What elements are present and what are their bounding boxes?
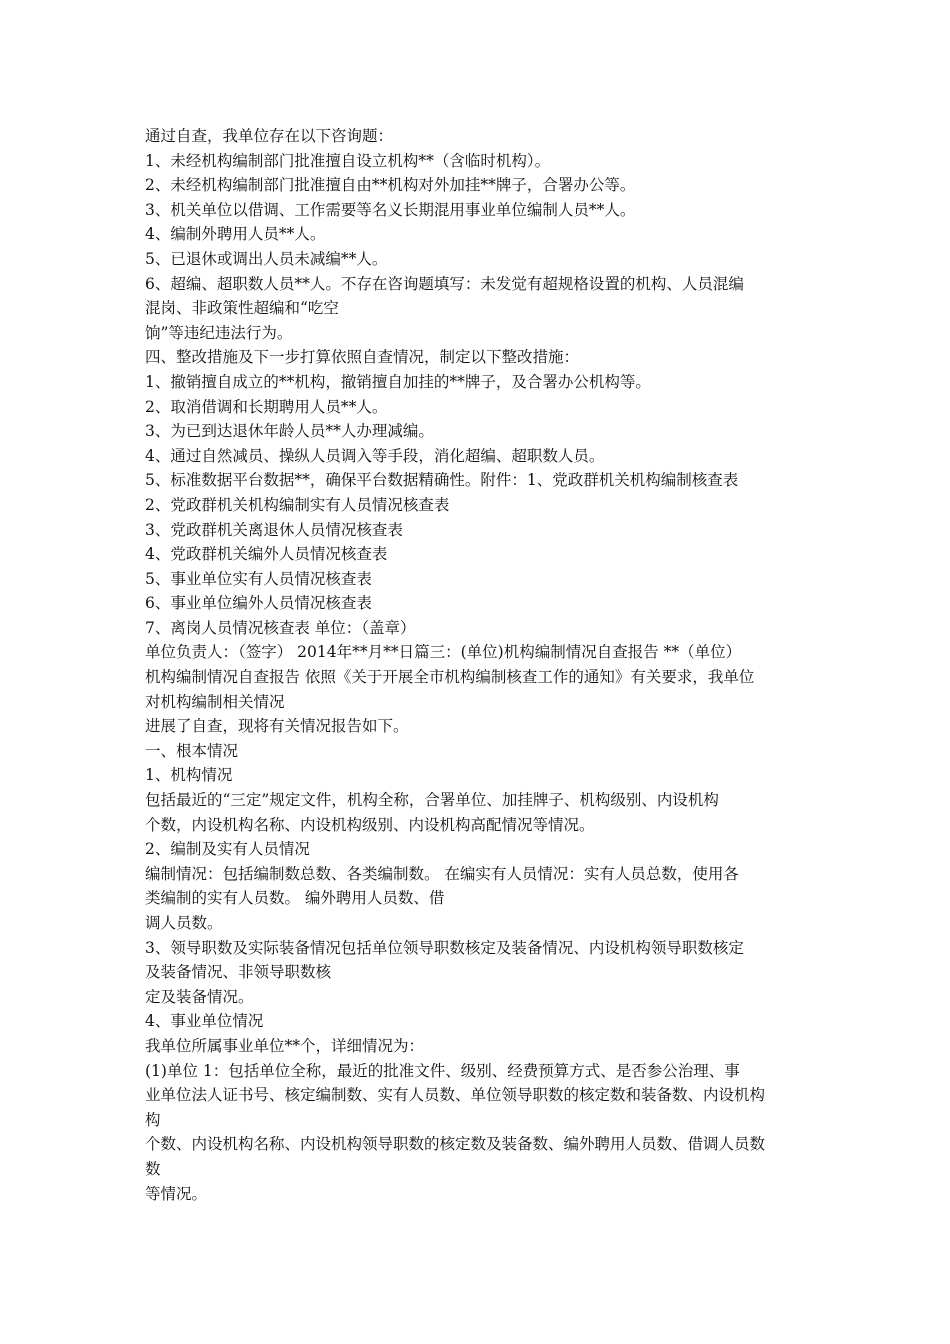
text-line: 机构编制情况自查报告 依照《关于开展全市机构编制核查工作的通知》有关要求，我单位 [145, 668, 755, 687]
text-line: 5、已退休或调出人员未减编**人。 [145, 249, 388, 268]
text-line: 个数、内设机构名称、内设机构领导职数的核定数及装备数、编外聘用人员数、借调人员数 [145, 1135, 766, 1154]
text-line: 1、机构情况 [145, 766, 233, 785]
text-line: 混岗、非政策性超编和“吃空 [145, 299, 339, 318]
text-line: 个数，内设机构名称、内设机构级别、内设机构高配情况等情况。 [145, 815, 595, 834]
text-line: 通过自查，我单位存在以下咨询题： [145, 127, 394, 145]
text-line: 进展了自查，现将有关情况报告如下。 [145, 717, 409, 736]
text-line: 及装备情况、非领导职数核 [145, 963, 332, 982]
text-line: 5、事业单位实有人员情况核查表 [145, 569, 372, 588]
text-line: 3、为已到达退休年龄人员**人办理减编。 [145, 422, 434, 441]
text-line: 包括最近的“三定”规定文件，机构全称，合署单位、加挂牌子、机构级别、内设机构 [145, 791, 719, 810]
text-line: 2、取消借调和长期聘用人员**人。 [145, 397, 388, 416]
text-line: 定及装备情况。 [145, 987, 254, 1006]
text-line: 对机构编制相关情况 [145, 692, 285, 711]
text-line: 数 [145, 1159, 161, 1178]
text-line: 7、离岗人员情况核查表 单位：（盖章） [145, 618, 416, 637]
text-line: 3、领导职数及实际装备情况包括单位领导职数核定及装备情况、内设机构领导职数核定 [145, 938, 744, 957]
text-line: 5、标准数据平台数据**，确保平台数据精确性。附件：1、党政群机关机构编制核查表 [145, 471, 739, 490]
text-line: 2、党政群机关机构编制实有人员情况核查表 [145, 495, 450, 514]
text-line: 4、事业单位情况 [145, 1012, 264, 1031]
text-line: 4、编制外聘用人员**人。 [145, 225, 326, 244]
text-line: 6、超编、超职数人员**人。不存在咨询题填写：未发觉有超规格设置的机构、人员混编 [145, 274, 744, 293]
text-line: 4、通过自然减员、操纵人员调入等手段，消化超编、超职数人员。 [145, 446, 605, 465]
text-line: 6、事业单位编外人员情况核查表 [145, 594, 372, 613]
text-line: 等情况。 [145, 1184, 208, 1203]
text-line: 类编制的实有人员数。 编外聘用人员数、借 [145, 889, 445, 908]
text-line: 单位负责人：（签字） 2014年**月**日篇三：(单位)机构编制情况自查报告 **（单位） [145, 643, 742, 662]
text-line: 饷”等违纪违法行为。 [145, 323, 293, 342]
text-line: 1、撤销擅自成立的**机构，撤销擅自加挂的**牌子，及合署办公机构等。 [145, 372, 651, 391]
text-line: 业单位法人证书号、核定编制数、实有人员数、单位领导职数的核定数和装备数、内设机构 [145, 1086, 766, 1105]
text-line: 4、党政群机关编外人员情况核查表 [145, 545, 388, 564]
text-line: (1)单位 1：包括单位全称，最近的批准文件、级别、经费预算方式、是否参公治理、事 [145, 1061, 740, 1080]
text-line: 3、党政群机关离退休人员情况核查表 [145, 520, 403, 539]
text-line: 1、未经机构编制部门批准擅自设立机构**（含临时机构）。 [145, 151, 551, 170]
text-line: 构 [145, 1110, 161, 1129]
text-line: 四、整改措施及下一步打算依照自查情况，制定以下整改措施： [145, 348, 580, 367]
text-line: 编制情况：包括编制数总数、各类编制数。 在编实有人员情况：实有人员总数，使用各 [145, 864, 739, 883]
text-line: 调人员数。 [145, 914, 223, 932]
text-line: 3、机关单位以借调、工作需要等名义长期混用事业单位编制人员**人。 [145, 200, 636, 219]
document-body [145, 124, 815, 1206]
text-line: 一、根本情况 [145, 741, 239, 760]
text-line: 我单位所属事业单位**个，详细情况为： [145, 1036, 425, 1055]
text-line: 2、编制及实有人员情况 [145, 840, 310, 859]
text-line: 2、未经机构编制部门批准擅自由**机构对外加挂**牌子，合署办公等。 [145, 176, 636, 195]
